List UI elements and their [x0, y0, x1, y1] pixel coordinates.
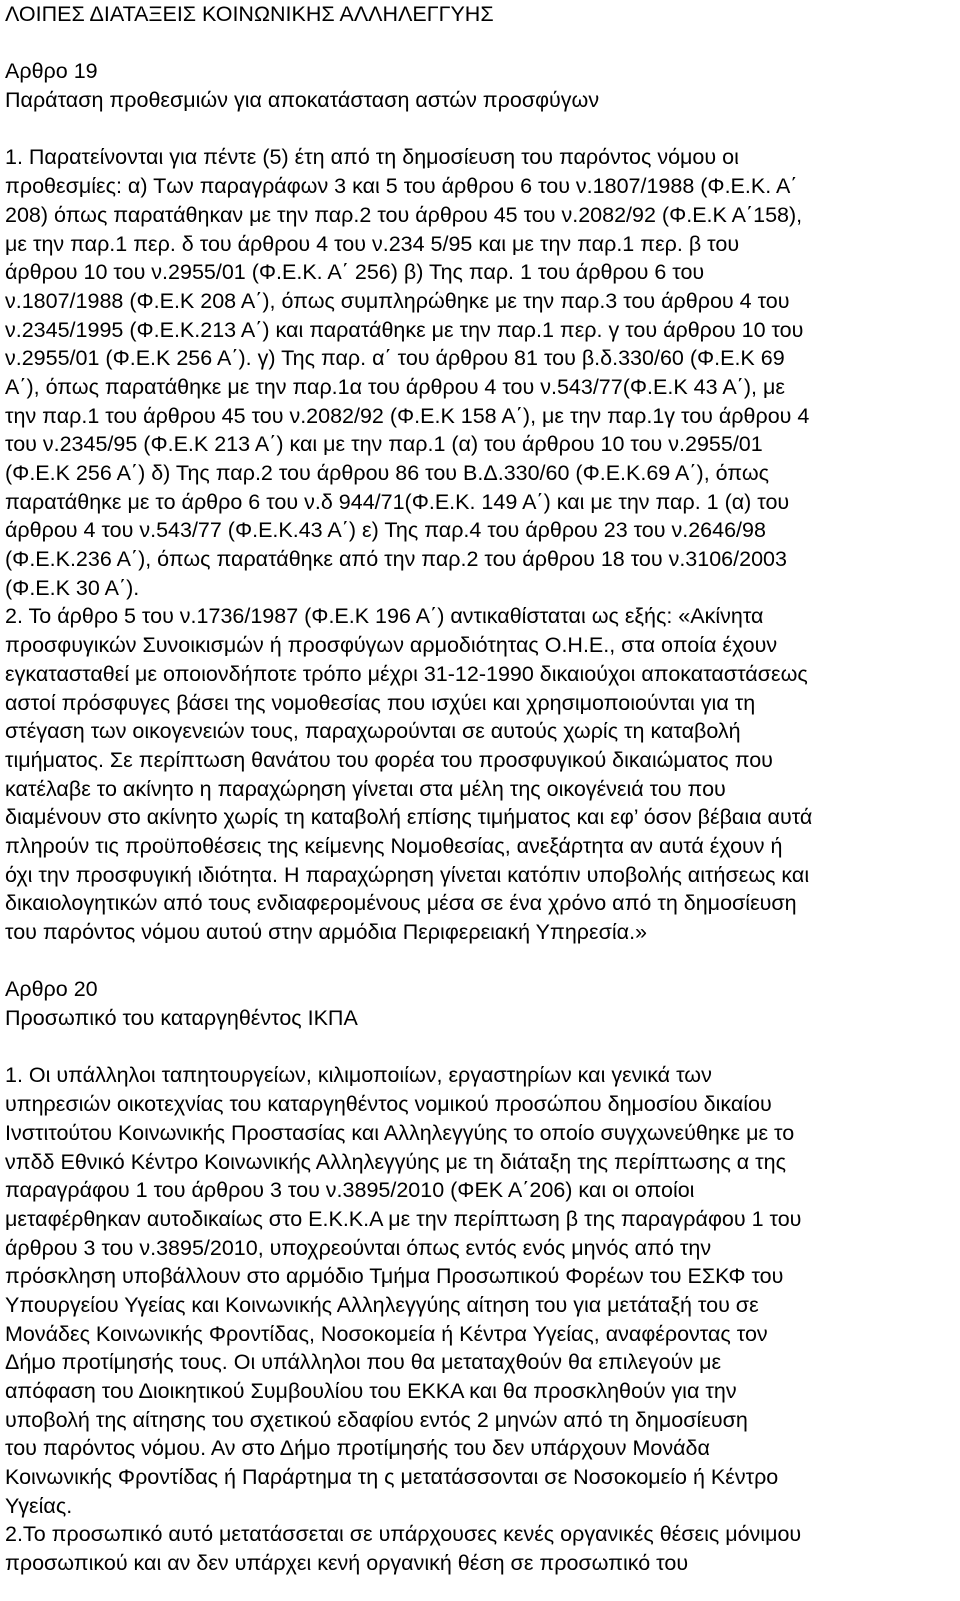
- text-line: 208) όπως παρατάθηκαν με την παρ.2 του άρθρου 45 του ν.2082/92 (Φ.Ε.Κ Α΄158),: [5, 202, 803, 227]
- text-line: Υγείας.: [5, 1493, 73, 1518]
- text-line: κατέλαβε το ακίνητο η παραχώρηση γίνεται στα μέλη της οικογένειά του που: [5, 776, 726, 801]
- text-line: με την παρ.1 περ. δ του άρθρου 4 του ν.234 5/95 και με την παρ.1 περ. β του: [5, 231, 740, 256]
- spacer: [5, 947, 945, 976]
- text-line: διαμένουν στο ακίνητο χωρίς τη καταβολή επίσης τιμήματος και εφ’ όσον βέβαια αυτά: [5, 805, 813, 830]
- text-line: παραγράφου 1 του άρθρου 3 του ν.3895/2010 (ΦΕΚ Α΄206) και οι οποίοι: [5, 1178, 695, 1203]
- text-line: (Φ.Ε.Κ 256 Α΄) δ) Της παρ.2 του άρθρου 86 του Β.Δ.330/60 (Φ.Ε.Κ.69 Α΄), όπως: [5, 461, 769, 485]
- text-line: (Φ.Ε.Κ 30 Α΄).: [5, 575, 140, 600]
- text-line: Α΄), όπως παρατάθηκε με την παρ.1α του άρθρου 4 του ν.543/77(Φ.Ε.Κ 43 Α΄), με: [5, 374, 785, 399]
- text-line: Μονάδες Κοινωνικής Φροντίδας, Νοσοκομεία ή Κέντρα Υγείας, αναφέροντας τον: [5, 1321, 768, 1346]
- article-20-title: Προσωπικό του καταργηθέντος ΙΚΠΑ: [5, 1006, 358, 1031]
- spacer: [5, 115, 945, 144]
- text-line: 1. Οι υπάλληλοι ταπητουργείων, κιλιμοποιίων, εργαστηρίων και γενικά των: [5, 1063, 712, 1088]
- text-line: άρθρου 10 του ν.2955/01 (Φ.Ε.Κ. Α΄ 256) β) Της παρ. 1 του άρθρου 6 του: [5, 260, 705, 285]
- article-20: [5, 975, 945, 1577]
- text-line: Κοινωνικής Φροντίδας ή Παράρτημα τη ς μετατάσσονται σε Νοσοκομείο ή Κέντρο: [5, 1465, 779, 1490]
- text-line: Ινστιτούτου Κοινωνικής Προστασίας και Αλληλεγγύης το οποίο συγχωνεύθηκε με το: [5, 1120, 795, 1145]
- article-20-body: [5, 1061, 945, 1577]
- text-line: πληρούν τις προϋποθέσεις της κείμενης Νομοθεσίας, ανεξάρτητα αν αυτά έχουν ή: [5, 833, 783, 858]
- text-line: εγκατασταθεί με οποιονδήποτε τρόπο μέχρι 31-12-1990 δικαιούχοι αποκαταστάσεως: [5, 661, 808, 686]
- spacer: [5, 1033, 945, 1062]
- text-line: 2.Το προσωπικό αυτό μετατάσσεται σε υπάρχουσες κενές οργανικές θέσεις μόνιμου: [5, 1522, 802, 1547]
- text-line: όχι την προσφυγική ιδιότητα. Η παραχώρηση γίνεται κατόπιν υποβολής αιτήσεως και: [5, 862, 810, 887]
- text-line: Υπουργείου Υγείας και Κοινωνικής Αλληλεγγύης αίτηση του για μετάταξή του σε: [5, 1292, 759, 1317]
- text-line: στέγαση των οικογενειών τους, παραχωρούνται σε αυτούς χωρίς τη καταβολή: [5, 719, 741, 744]
- text-line: του παρόντος νόμου αυτού στην αρμόδια Περιφερειακή Υπηρεσία.»: [5, 920, 648, 944]
- article-19: [5, 57, 945, 946]
- text-line: του παρόντος νόμου. Αν στο Δήμο προτίμησής του δεν υπάρχουν Μονάδα: [5, 1436, 710, 1461]
- text-line: υποβολή της αίτησης του σχετικού εδαφίου εντός 2 μηνών από τη δημοσίευση: [5, 1407, 748, 1432]
- article-20-number: Αρθρο 20: [5, 977, 98, 1002]
- text-line: 2. Το άρθρο 5 του ν.1736/1987 (Φ.Ε.Κ 196 Α΄) αντικαθίσταται ως εξής: «Ακίνητα: [5, 604, 764, 629]
- text-line: παρατάθηκε με το άρθρο 6 του ν.δ 944/71(Φ.Ε.Κ. 149 Α΄) και με την παρ. 1 (α) του: [5, 489, 790, 514]
- text-line: 1. Παρατείνονται για πέντε (5) έτη από τη δημοσίευση του παρόντος νόμου οι: [5, 145, 739, 170]
- text-line: την παρ.1 του άρθρου 45 του ν.2082/92 (Φ.Ε.Κ 158 Α΄), με την παρ.1γ του άρθρου 4: [5, 403, 810, 428]
- text-line: (Φ.Ε.Κ.236 Α΄), όπως παρατάθηκε από την παρ.2 του άρθρου 18 του ν.3106/2003: [5, 547, 787, 572]
- text-line: προθεσμίες: α) Των παραγράφων 3 και 5 του άρθρου 6 του ν.1807/1988 (Φ.Ε.Κ. Α΄: [5, 174, 798, 199]
- text-line: απόφαση του Διοικητικού Συμβουλίου του ΕΚΚΑ και θα προσκληθούν για την: [5, 1379, 737, 1403]
- text-line: άρθρου 4 του ν.543/77 (Φ.Ε.Κ.43 Α΄) ε) Της παρ.4 του άρθρου 23 του ν.2646/98: [5, 518, 766, 543]
- text-line: ν.2955/01 (Φ.Ε.Κ 256 Α΄). γ) Της παρ. α΄ του άρθρου 81 του β.δ.330/60 (Φ.Ε.Κ 69: [5, 346, 785, 371]
- text-line: προσωπικού και αν δεν υπάρχει κενή οργανική θέση σε προσωπικό του: [5, 1551, 689, 1576]
- text-line: προσφυγικών Συνοικισμών ή προσφύγων αρμοδιότητας Ο.Η.Ε., στα οποία έχουν: [5, 633, 778, 658]
- article-19-number: Αρθρο 19: [5, 59, 98, 84]
- text-line: τιμήματος. Σε περίπτωση θανάτου του φορέα του προσφυγικού δικαιώματος που: [5, 747, 773, 772]
- article-19-title: Παράταση προθεσμιών για αποκατάσταση αστών προσφύγων: [5, 88, 600, 113]
- text-line: αστοί πρόσφυγες βάσει της νομοθεσίας που ισχύει και χρησιμοποιούνται για τη: [5, 690, 756, 715]
- text-line: άρθρου 3 του ν.3895/2010, υποχρεούνται όπως εντός ενός μηνός από την: [5, 1235, 712, 1260]
- article-19-body: [5, 143, 945, 946]
- text-line: πρόσκληση υποβάλλουν στο αρμόδιο Τμήμα Προσωπικού Φορέων του ΕΣΚΦ του: [5, 1264, 784, 1289]
- text-line: ν.1807/1988 (Φ.Ε.Κ 208 Α΄), όπως συμπληρώθηκε με την παρ.3 του άρθρου 4 του: [5, 288, 790, 313]
- text-line: Δήμο προτίμησής τους. Οι υπάλληλοι που θα μεταταχθούν θα επιλεγούν με: [5, 1350, 722, 1375]
- document-heading: ΛΟΙΠΕΣ ΔΙΑΤΑΞΕΙΣ ΚΟΙΝΩΝΙΚΗΣ ΑΛΛΗΛΕΓΓΥΗΣ: [5, 2, 494, 26]
- text-line: δικαιολογητικών από τους ενδιαφερομένους μέσα σε ένα χρόνο από τη δημοσίευση: [5, 891, 797, 916]
- spacer: [5, 29, 945, 58]
- text-line: μεταφέρθηκαν αυτοδικαίως στο Ε.Κ.Κ.Α με την περίπτωση β της παραγράφου 1 του: [5, 1206, 802, 1231]
- text-line: νπδδ Εθνικό Κέντρο Κοινωνικής Αλληλεγγύης με τη διάταξη της περίπτωσης α της: [5, 1149, 786, 1174]
- text-line: υπηρεσιών οικοτεχνίας του καταργηθέντος νομικού προσώπου δημοσίου δικαίου: [5, 1092, 772, 1117]
- document-page: [5, 0, 945, 1578]
- text-line: ν.2345/1995 (Φ.Ε.Κ.213 Α΄) και παρατάθηκε με την παρ.1 περ. γ του άρθρου 10 του: [5, 317, 804, 342]
- text-line: του ν.2345/95 (Φ.Ε.Κ 213 Α΄) και με την παρ.1 (α) του άρθρου 10 του ν.2955/01: [5, 432, 763, 457]
